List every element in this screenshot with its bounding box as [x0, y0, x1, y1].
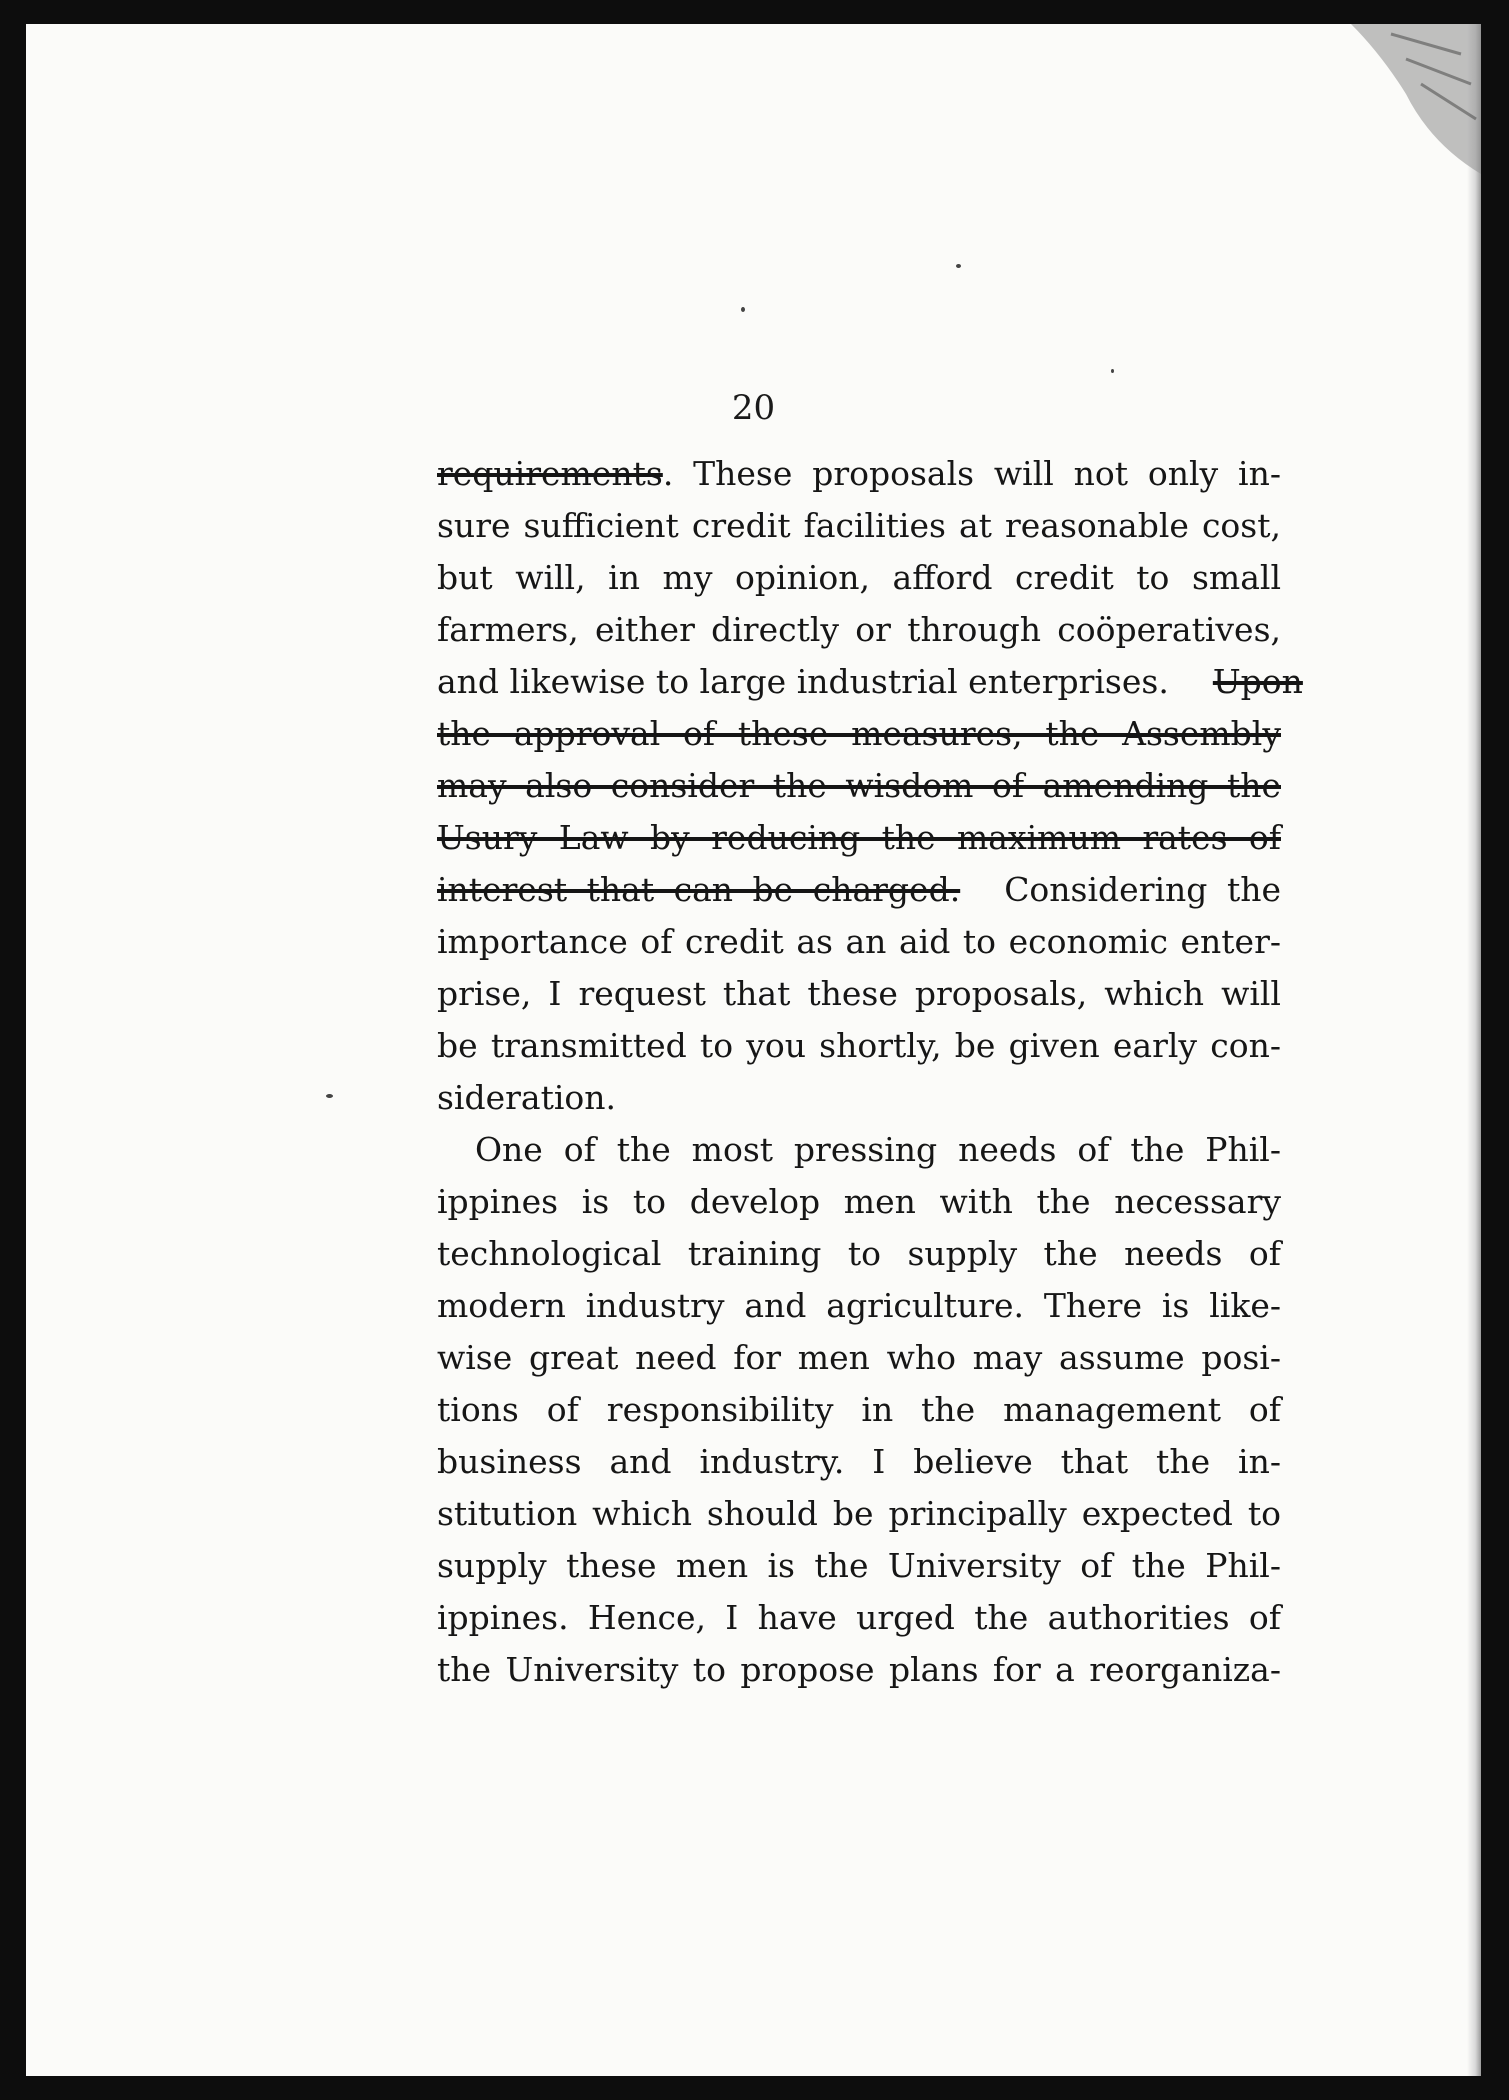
text-line: tions of responsibility in the management of [437, 1390, 1281, 1429]
text-line: importance of credit as an aid to economic enter- [437, 922, 1281, 961]
line-text: and likewise to large industrial enterprises. [437, 662, 1169, 701]
page-edge-shadow [1467, 24, 1481, 2076]
text-line: supply these men is the University of the Phil- [437, 1546, 1281, 1585]
text-line: be transmitted to you shortly, be given early con- [437, 1026, 1281, 1065]
text-line: technological training to supply the needs of [437, 1234, 1281, 1273]
text-line: ippines. Hence, I have urged the authorities of [437, 1598, 1281, 1637]
body-text [437, 448, 1303, 1696]
struck-text: requirements [437, 454, 663, 493]
line-text: Considering the [1004, 870, 1281, 909]
text-line: modern industry and agriculture. There is like- [437, 1286, 1281, 1325]
text-line: business and industry. I believe that the in- [437, 1442, 1281, 1481]
page-number: 20 [731, 388, 776, 428]
corner-curl-smudge [1311, 24, 1481, 184]
scan-speck [956, 264, 961, 268]
text-line: prise, I request that these proposals, which will [437, 974, 1281, 1013]
text-line: wise great need for men who may assume posi- [437, 1338, 1281, 1377]
line-text: . These proposals will not only in- [662, 454, 1281, 493]
text-line [437, 864, 1281, 916]
text-line: One of the most pressing needs of the Phil- [475, 1130, 1281, 1169]
text-line: stitution which should be principally expected to [437, 1494, 1281, 1533]
struck-line: may also consider the wisdom of amending the [437, 766, 1281, 805]
text-line: farmers, either directly or through coöperatives, [437, 610, 1281, 649]
scan-speck [1111, 369, 1114, 373]
text-line: but will, in my opinion, afford credit to small [437, 558, 1281, 597]
text-line [437, 656, 1303, 708]
scan-speck [741, 307, 745, 312]
text-line: the University to propose plans for a reorganiza- [437, 1650, 1281, 1689]
text-line: sideration. [437, 1078, 617, 1117]
document-page [26, 24, 1481, 2076]
struck-text: Upon [1212, 662, 1303, 701]
text-line: sure sufficient credit facilities at reasonable cost, [437, 506, 1281, 545]
struck-text: interest that can be charged. [437, 870, 961, 909]
text-line: ippines is to develop men with the necessary [437, 1182, 1281, 1221]
text-line [437, 448, 1281, 500]
struck-line: Usury Law by reducing the maximum rates of [437, 818, 1281, 857]
scan-speck [326, 1094, 333, 1098]
struck-line: the approval of these measures, the Assembly [437, 714, 1281, 753]
